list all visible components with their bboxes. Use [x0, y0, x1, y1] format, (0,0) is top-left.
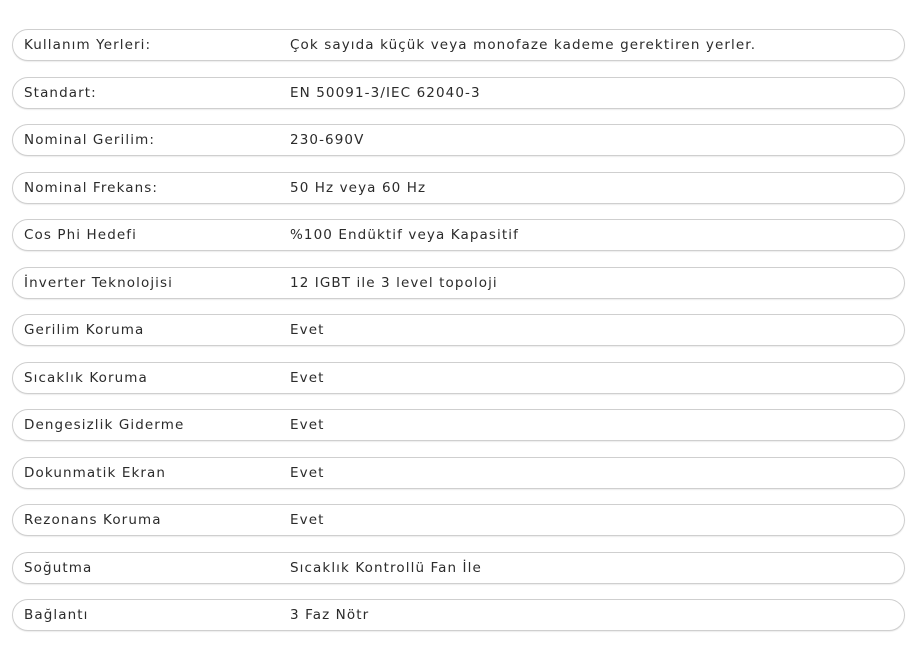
- spec-label: Rezonans Koruma: [24, 512, 162, 528]
- spec-value: Evet: [290, 512, 325, 528]
- spec-value: EN 50091-3/IEC 62040-3: [290, 84, 481, 101]
- spec-label: Gerilim Koruma: [24, 322, 145, 338]
- spec-label: Nominal Gerilim:: [24, 132, 155, 148]
- spec-row-voltage-protection: [12, 314, 905, 346]
- spec-label: Sıcaklık Koruma: [24, 369, 148, 386]
- spec-row-nominal-voltage: [12, 124, 905, 156]
- spec-row-imbalance-correction: [12, 409, 905, 441]
- spec-label: Soğutma: [24, 559, 93, 576]
- spec-row-nominal-frequency: [12, 172, 905, 204]
- spec-value: Evet: [290, 417, 325, 433]
- spec-value: %100 Endüktif veya Kapasitif: [290, 227, 519, 243]
- spec-label: Nominal Frekans:: [24, 179, 159, 196]
- spec-value: 3 Faz Nötr: [290, 607, 370, 623]
- spec-label: İnverter Teknolojisi: [24, 274, 174, 291]
- spec-row-inverter-technology: [12, 267, 905, 299]
- spec-row-cos-phi-target: [12, 219, 905, 251]
- spec-label: Cos Phi Hedefi: [24, 227, 137, 243]
- spec-value: 230-690V: [290, 132, 365, 148]
- spec-value: Çok sayıda küçük veya monofaze kademe gerektiren yerler.: [290, 37, 757, 53]
- spec-row-resonance-protection: [12, 504, 905, 536]
- spec-row-temperature-protection: [12, 362, 905, 394]
- spec-value: 12 IGBT ile 3 level topoloji: [290, 274, 498, 291]
- spec-value: Evet: [290, 464, 325, 481]
- spec-row-usage-areas: [12, 29, 905, 61]
- spec-label: Dengesizlik Giderme: [24, 417, 185, 433]
- spec-value: 50 Hz veya 60 Hz: [290, 179, 427, 196]
- spec-label: Bağlantı: [24, 607, 89, 623]
- spec-row-touch-screen: [12, 457, 905, 489]
- spec-value: Sıcaklık Kontrollü Fan İle: [290, 559, 482, 576]
- spec-row-connection: [12, 599, 905, 631]
- spec-label: Standart:: [24, 84, 97, 101]
- spec-value: Evet: [290, 322, 325, 338]
- specification-table: [12, 29, 905, 647]
- spec-row-standard: [12, 77, 905, 109]
- spec-value: Evet: [290, 369, 325, 386]
- spec-label: Dokunmatik Ekran: [24, 464, 167, 481]
- spec-row-cooling: [12, 552, 905, 584]
- spec-label: Kullanım Yerleri:: [24, 37, 152, 53]
